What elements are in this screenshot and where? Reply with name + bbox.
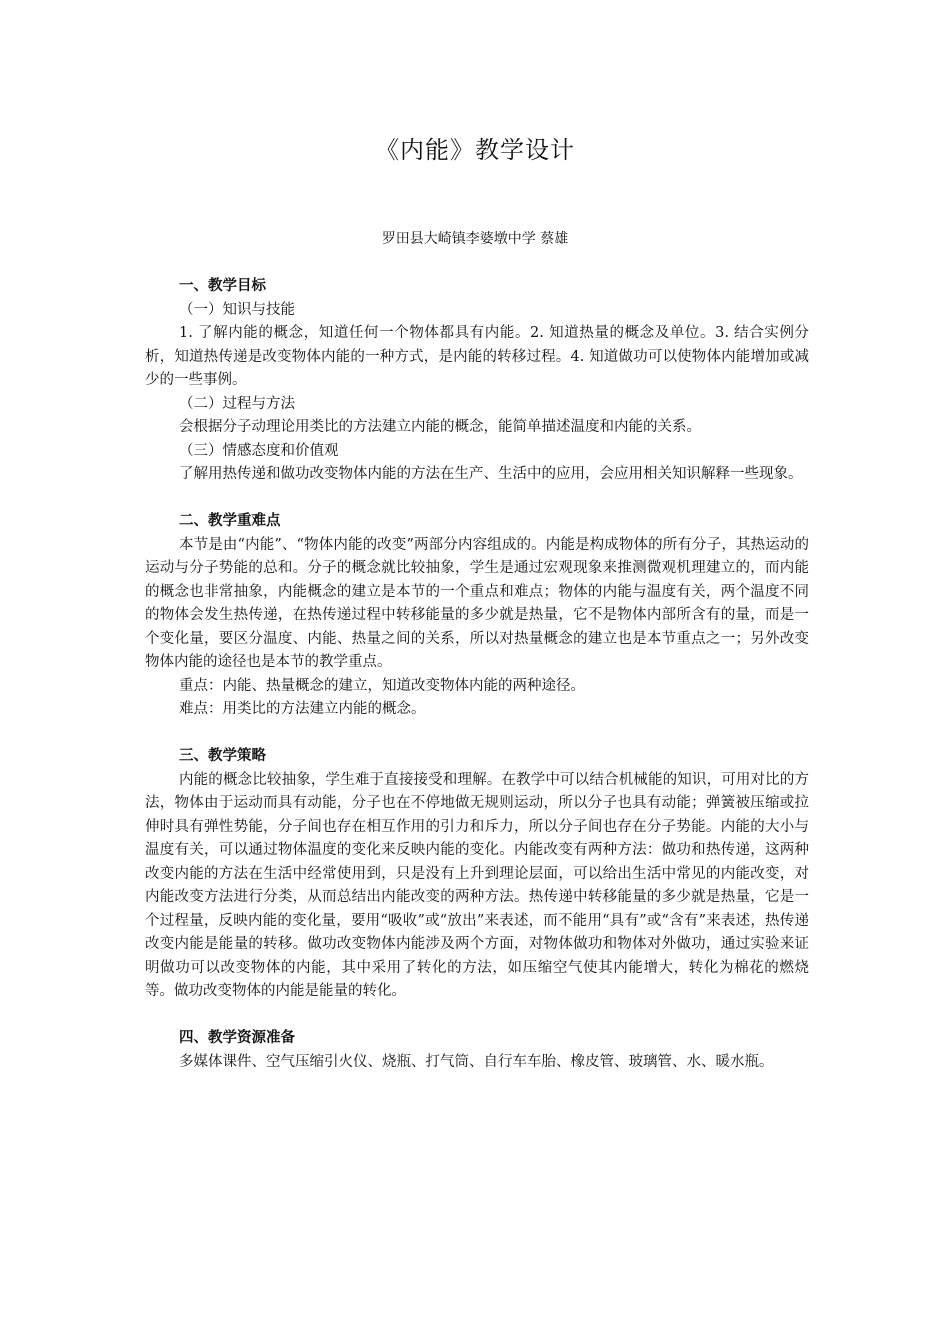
section-spacer (145, 1004, 809, 1028)
subheading-process-methods: （二）过程与方法 (179, 395, 295, 412)
paragraph-resources: 多媒体课件、空气压缩引火仪、烧瓶、打气筒、自行车车胎、橡皮管、玻璃管、水、暖水瓶。 (179, 1053, 774, 1070)
section-spacer (145, 722, 809, 746)
paragraph-knowledge-skills: 1. 了解内能的概念，知道任何一个物体都具有内能。2. 知道热量的概念及单位。3. 结合实例分析，知道热传递是改变物体内能的一种方式，是内能的转移过程。4. 知道做功可以使物体内能增加或减少的一些事例。 (145, 325, 809, 388)
paragraph-difficult-point: 难点：用类比的方法建立内能的概念。 (179, 701, 426, 717)
paragraph-attitudes-values: 了解用热传递和做功改变物体内能的方法在生产、生活中的应用，会应用相关知识解释一些现象。 (179, 466, 803, 482)
paragraph-key-point: 重点：内能、热量概念的建立，知道改变物体内能的两种途径。 (179, 677, 585, 694)
section-heading-strategy: 三、教学策略 (179, 748, 266, 764)
paragraph-process-methods: 会根据分子动理论用类比的方法建立内能的概念，能简单描述温度和内能的关系。 (179, 419, 701, 435)
section-heading-objectives: 一、教学目标 (179, 278, 266, 294)
subheading-knowledge-skills: （一）知识与技能 (179, 301, 295, 318)
document-author: 罗田县大崎镇李婆墩中学 蔡雄 (381, 231, 569, 247)
section-spacer (145, 487, 809, 511)
paragraph-key-difficult: 本节是由“内能”、“物体内能的改变”两部分内容组成的。内能是构成物体的所有分子，其热运动的运动与分子势能的总和。分子的概念就比较抽象，学生是通过宏观现象来推测微观机理建立的，而内能的概念也非常抽象，内能概念的建立是本节的一个重点和难点；物体的内能与温度有关，两个温度不同的物体会发生热传递，在热传递过程中转移能量的多少就是热量，它不是物体内部所含有的量，而是一个变化量，要区分温度、内能、热量之间的关系，所以对热量概念的建立也是本节重点之一；另外改变物体内能的途径也是本节的教学重点。 (145, 536, 809, 670)
paragraph-strategy: 内能的概念比较抽象，学生难于直接接受和理解。在教学中可以结合机械能的知识，可用对比的方法，物体由于运动而具有动能，分子也在不停地做无规则运动，所以分子也具有动能；弹簧被压缩或拉伸时具有弹性势能，分子间也存在相互作用的引力和斥力，所以分子间也存在分子势能。内能的大小与温度有关，可以通过物体温度的变化来反映内能的变化。内能改变有两种方法：做功和热传递，这两种改变内能的方法在生活中经常使用到，只是没有上升到理论层面，可以给出生活中常见的内能改变，对内能改变方法进行分类，从而总结出内能改变的两种方法。热传递中转移能量的多少就是热量，它是一个过程量，反映内能的变化量，要用“吸收”或“放出”来表述，而不能用“具有”或“含有”来表述，热传递改变内能是能量的转移。做功改变物体内能涉及两个方面，对物体做功和物体对外做功，通过实验来证明做功可以改变物体的内能，其中采用了转化的方法，如压缩空气使其内能增大，转化为棉花的燃烧等。做功改变物体的内能是能量的转化。 (145, 771, 809, 999)
subheading-attitudes-values: （三）情感态度和价值观 (179, 442, 339, 459)
document-title: 《内能》教学设计 (375, 136, 575, 164)
section-heading-resources: 四、教学资源准备 (179, 1030, 295, 1046)
document-body (145, 275, 809, 1074)
section-heading-key-difficult: 二、教学重难点 (179, 513, 281, 529)
